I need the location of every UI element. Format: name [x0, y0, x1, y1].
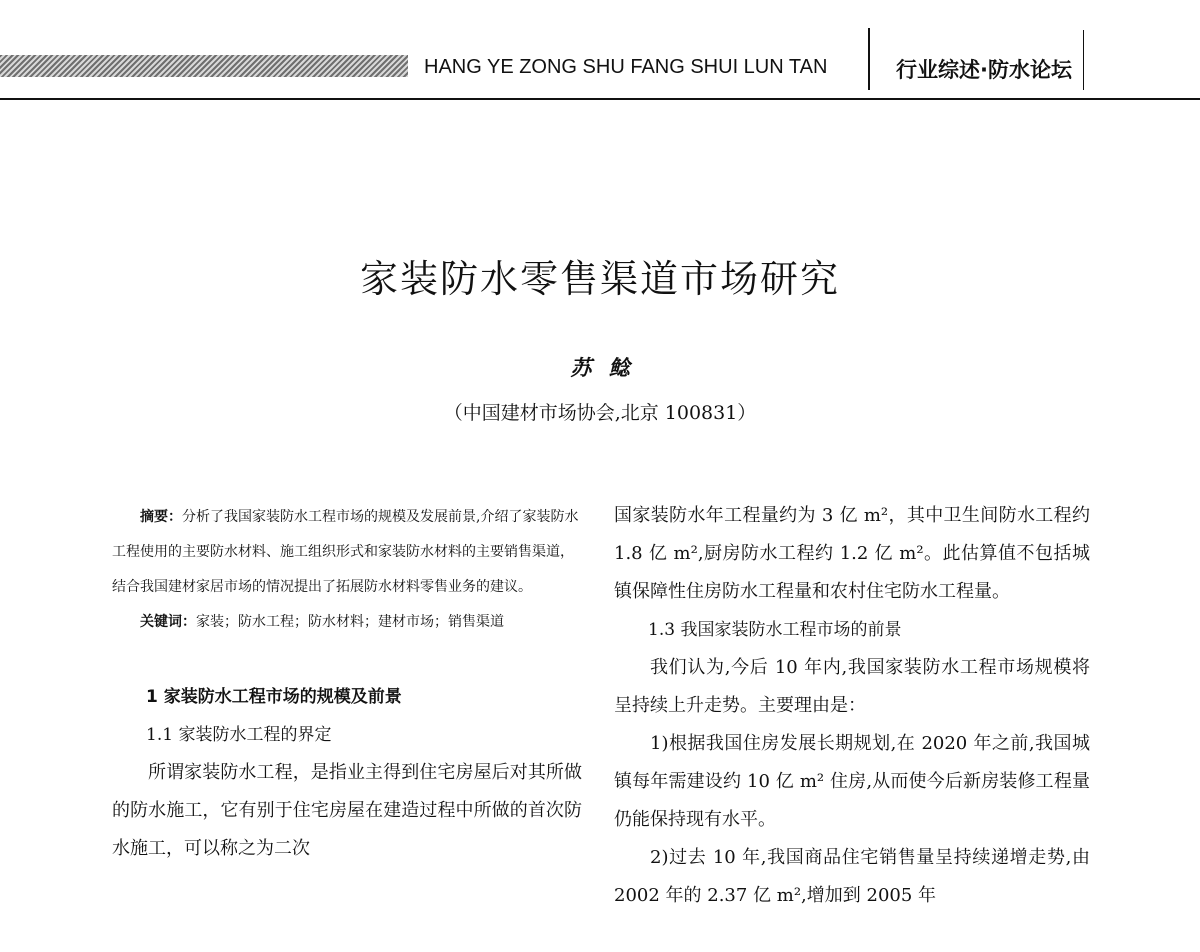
article-author: 苏 鲶 — [570, 355, 630, 380]
header-hatch-decoration — [0, 55, 408, 77]
article-title: 家装防水零售渠道市场研究 — [359, 257, 840, 301]
right-column — [614, 497, 1090, 915]
paragraph-continued: 国家装防水年工程量约为 3 亿 m²，其中卫生间防水工程约 1.8 亿 m²,厨房防水工程约 1.2 亿 m²。此估算值不包括城镇保障性住房防水工程量和农村住宅防水工程量。 — [614, 505, 1090, 602]
keywords-label: 关键词： — [140, 614, 196, 630]
running-title-en: HANG YE ZONG SHU FANG SHUI LUN TAN — [424, 56, 828, 78]
paragraph-1-1: 所谓家装防水工程，是指业主得到住宅房屋后对其所做的防水施工，它有别于住宅房屋在建造过程中所做的首次防水施工，可以称之为二次 — [112, 762, 582, 859]
paragraph-1-3: 我们认为,今后 10 年内,我国家装防水工程市场规模将呈持续上升走势。主要理由是： — [614, 657, 1090, 716]
list-item-1: 1)根据我国住房发展长期规划,在 2020 年之前,我国城镇每年需建设约 10 亿 m² 住房,从而使今后新房装修工程量仍能保持现有水平。 — [614, 733, 1090, 830]
abstract — [112, 500, 582, 605]
subheading-1-1: 1.1 家装防水工程的界定 — [146, 725, 332, 745]
article-affiliation: （中国建材市场协会,北京 100831） — [443, 402, 757, 424]
subheading-1-3: 1.3 我国家装防水工程市场的前景 — [648, 620, 902, 640]
keywords-text: 家装；防水工程；防水材料；建材市场；销售渠道 — [196, 614, 504, 630]
header-divider-right — [1083, 30, 1084, 90]
abstract-text: 分析了我国家装防水工程市场的规模及发展前景,介绍了家装防水工程使用的主要防水材料、施工组织形式和家装防水材料的主要销售渠道，结合我国建材家居市场的情况提出了拓展防水材料零售业务的建议。 — [112, 509, 579, 595]
header-rule — [0, 98, 1200, 100]
keywords — [112, 605, 582, 640]
running-title-cn: 行业综述·防水论坛 — [896, 58, 1072, 82]
list-item-2: 2)过去 10 年,我国商品住宅销售量呈持续递增走势,由 2002 年的 2.37 亿 m²,增加到 2005 年 — [614, 847, 1090, 906]
spacer — [112, 640, 582, 678]
left-column — [112, 500, 582, 868]
header-divider — [868, 28, 870, 90]
abstract-label: 摘要： — [140, 509, 182, 525]
running-header — [0, 0, 1200, 100]
section-heading-1: 1 家装防水工程市场的规模及前景 — [146, 687, 402, 707]
